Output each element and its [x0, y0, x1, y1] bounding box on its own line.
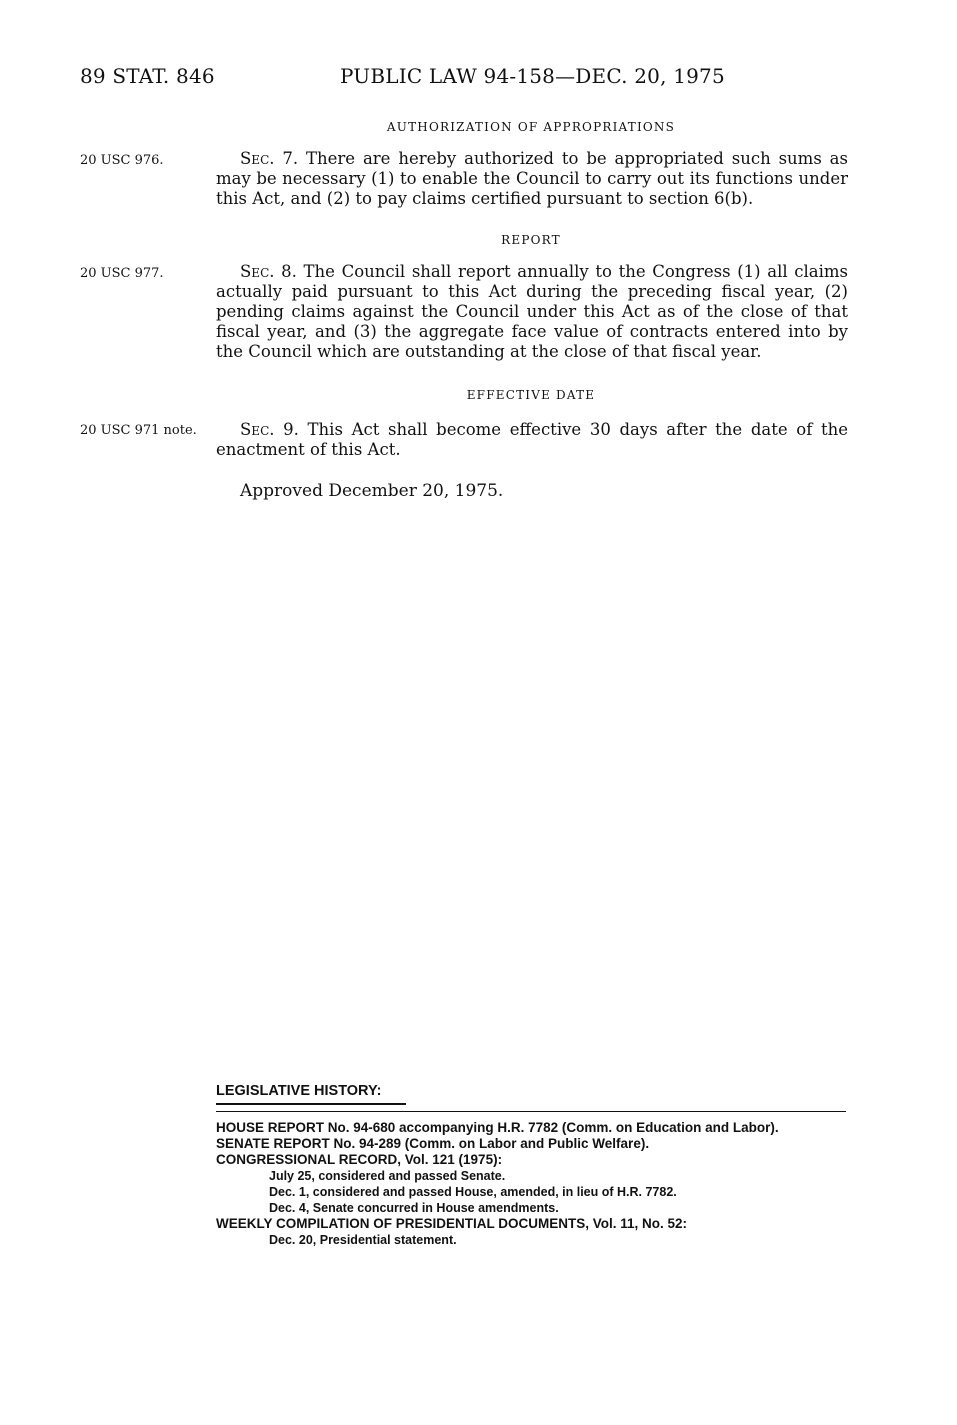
section-text: There are hereby authorized to be appropriated such sums as may be necessary (1) to enable the Council to carry out its functions under this Act, and (2) to pay claims certified pursuant to section 6(b).: [216, 149, 848, 208]
section-heading: EFFECTIVE DATE: [466, 388, 596, 402]
approval-date: Approved December 20, 1975.: [240, 481, 504, 501]
weekly-entry: Dec. 20, Presidential statement.: [269, 1233, 457, 1247]
record-entry: July 25, considered and passed Senate.: [269, 1169, 506, 1183]
stat-reference: 89 STAT. 846: [80, 64, 215, 88]
congressional-record: CONGRESSIONAL RECORD, Vol. 121 (1975):: [216, 1152, 503, 1167]
senate-report: SENATE REPORT No. 94-289 (Comm. on Labor and Public Welfare).: [216, 1136, 650, 1151]
margin-citation: 20 USC 977.: [80, 266, 164, 281]
section-label: Sec. 8.: [240, 262, 297, 281]
margin-citation: 20 USC 971 note.: [80, 423, 197, 438]
record-entry: Dec. 4, Senate concurred in House amendments.: [269, 1201, 559, 1215]
section-paragraph: [216, 149, 848, 209]
section-paragraph: [216, 262, 848, 362]
record-entry: Dec. 1, considered and passed House, amended, in lieu of H.R. 7782.: [269, 1185, 677, 1199]
page-title: PUBLIC LAW 94-158—DEC. 20, 1975: [340, 64, 725, 88]
section-text: This Act shall become effective 30 days after the date of the enactment of this Act.: [216, 420, 848, 459]
section-heading: AUTHORIZATION OF APPROPRIATIONS: [386, 120, 676, 134]
section-paragraph: [216, 420, 848, 460]
section-heading: REPORT: [501, 233, 561, 247]
section-label: Sec. 7.: [240, 149, 299, 168]
weekly-compilation: WEEKLY COMPILATION OF PRESIDENTIAL DOCUMENTS, Vol. 11, No. 52:: [216, 1216, 688, 1231]
legislative-history-title: LEGISLATIVE HISTORY:: [216, 1083, 406, 1105]
margin-citation: 20 USC 976.: [80, 153, 164, 168]
house-report: HOUSE REPORT No. 94-680 accompanying H.R. 7782 (Comm. on Education and Labor).: [216, 1120, 779, 1135]
legislative-history: [216, 1083, 856, 1248]
section-text: The Council shall report annually to the Congress (1) all claims actually paid pursuant to this Act during the preceding fiscal year, (2) pending claims against the Council under this Act as of the close of that fiscal year, and (3) the aggregate face value of contracts entered into by the Council which are outstanding at the close of that fiscal year.: [216, 262, 849, 361]
section-label: Sec. 9.: [240, 420, 299, 439]
